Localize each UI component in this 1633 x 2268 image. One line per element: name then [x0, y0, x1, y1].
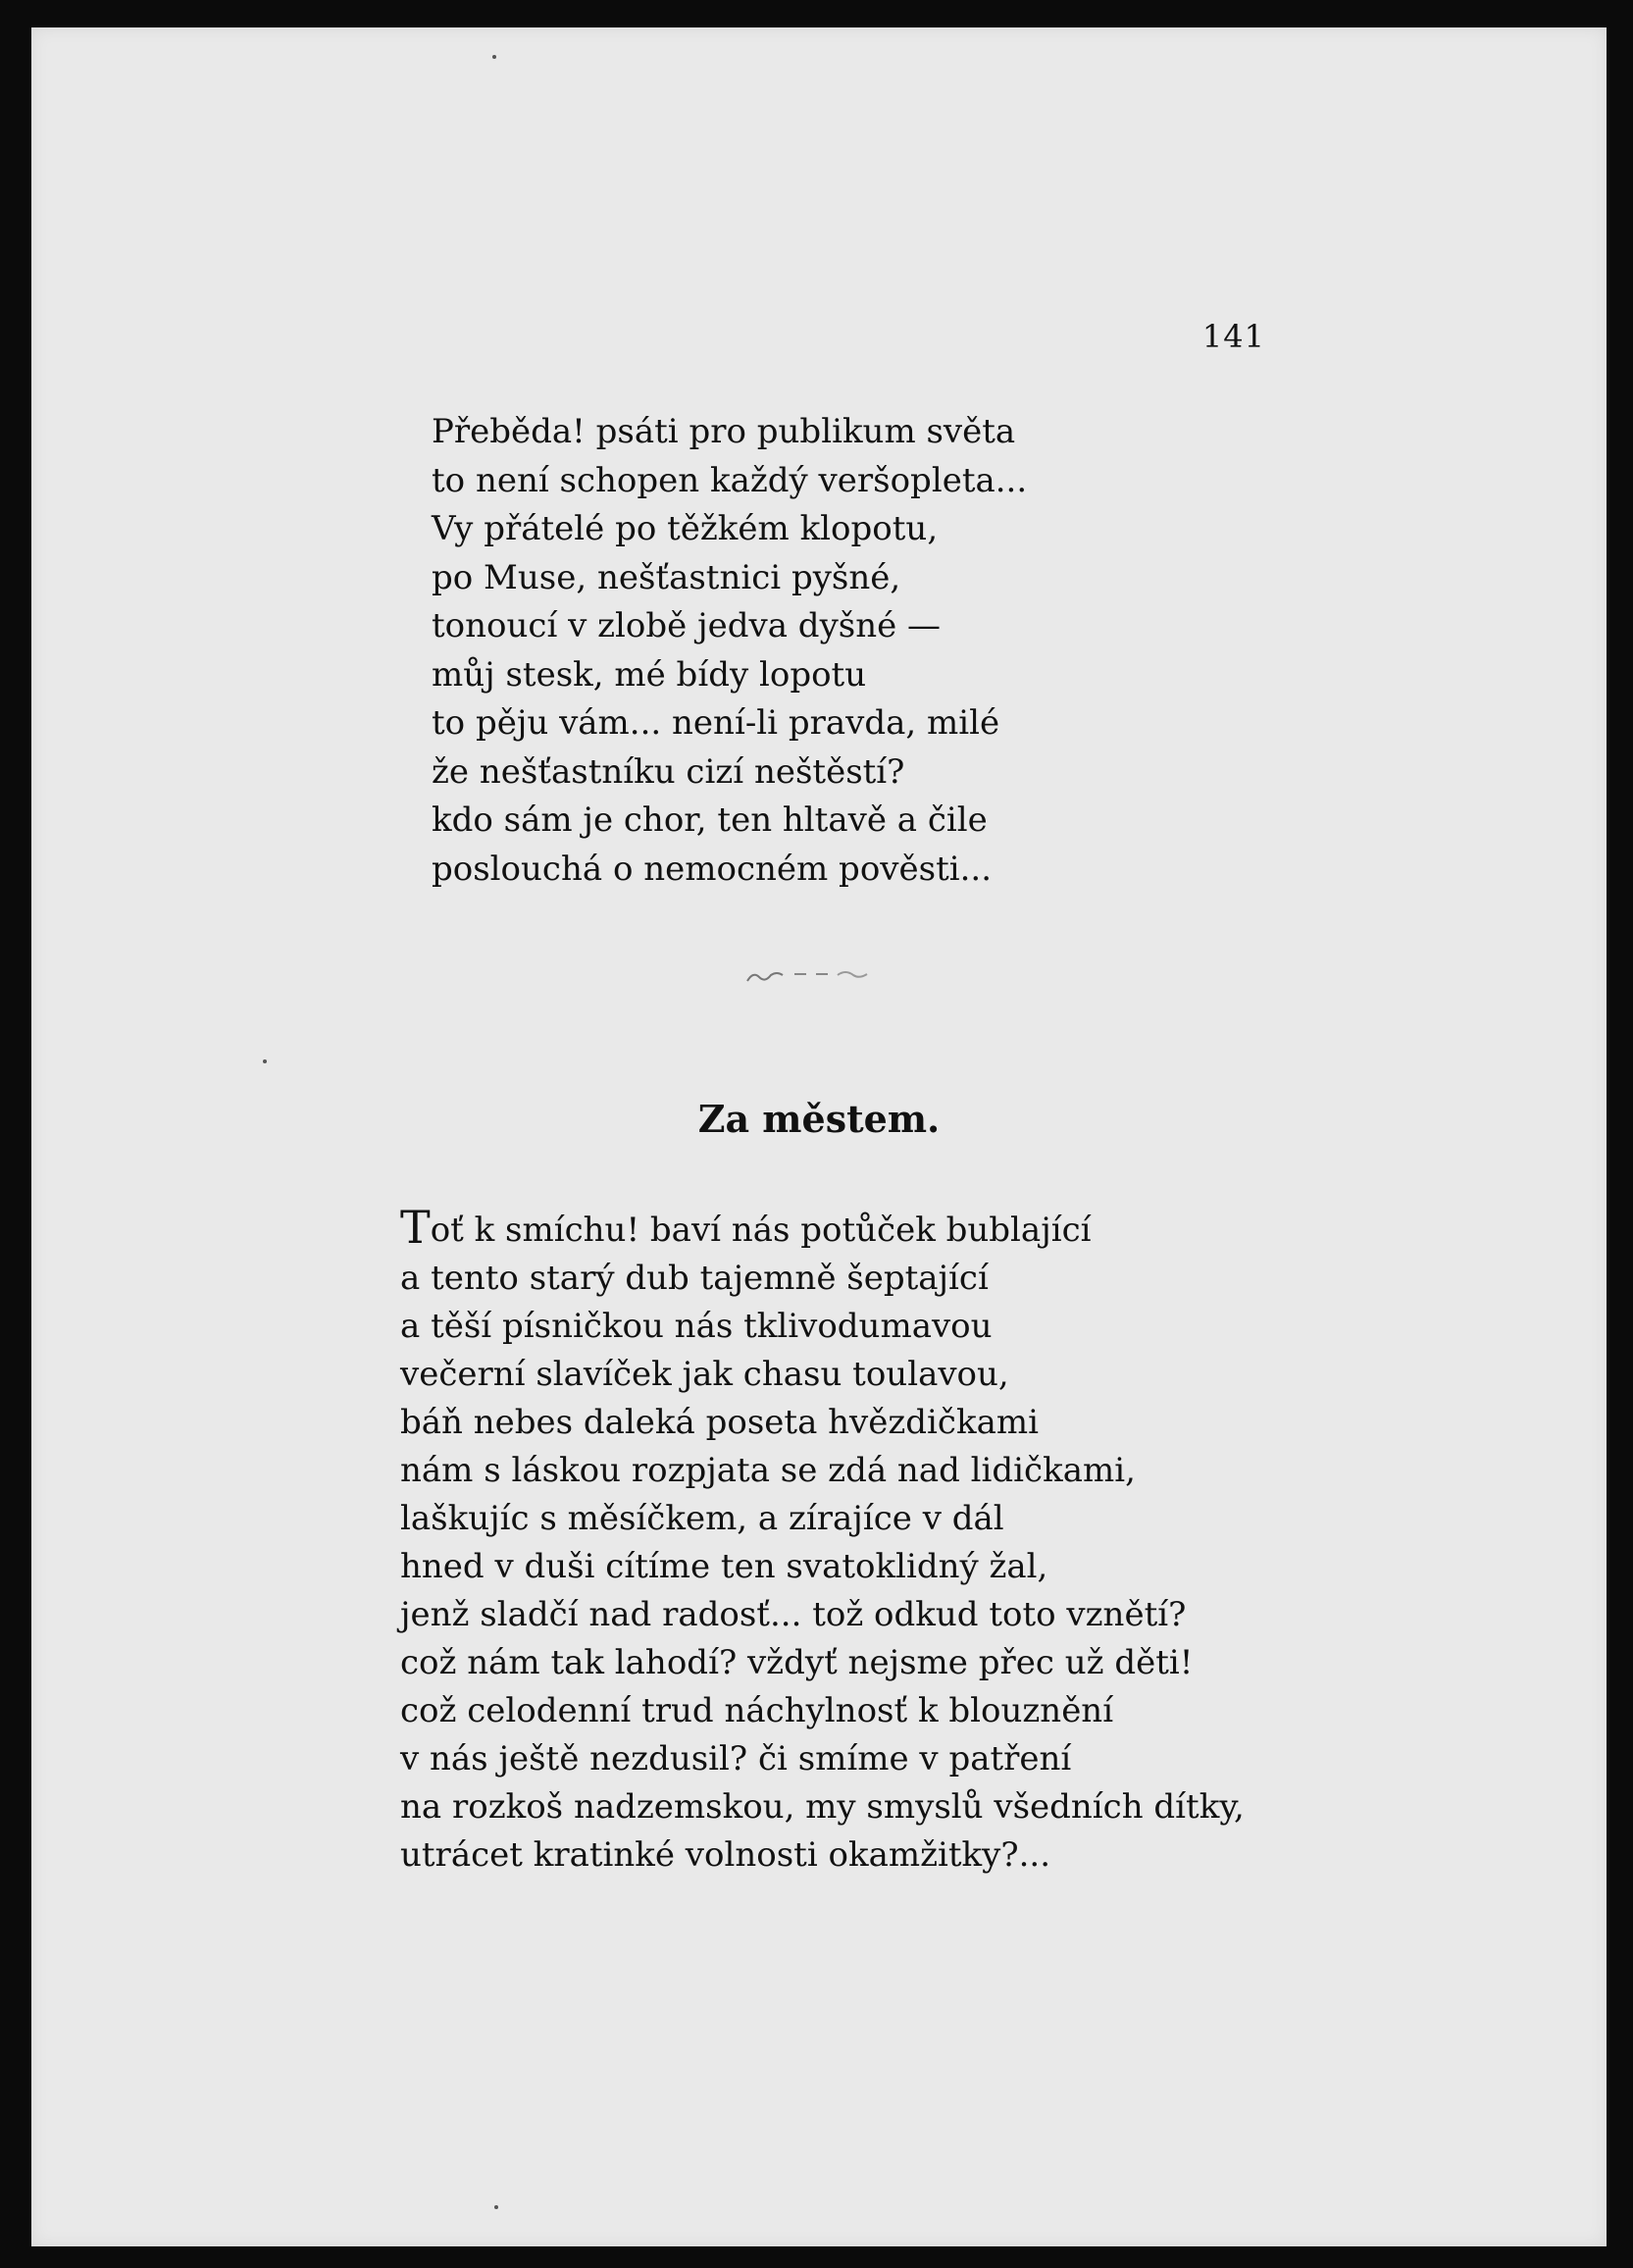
verse-line: a tento starý dub tajemně šeptající [400, 1259, 989, 1298]
verse-line: Vy přátelé po těžkém klopotu, [432, 509, 939, 548]
verse-line: nám s láskou rozpjata se zdá nad lidičkami, [400, 1451, 1136, 1490]
verse-line-first-text: oť k smíchu! baví nás potůček bublající [430, 1211, 1092, 1250]
section-ornament-icon [743, 961, 900, 991]
verse-line: večerní slavíček jak chasu toulavou, [400, 1355, 1009, 1394]
drop-cap: T [400, 1201, 431, 1254]
verse-line: jenž sladčí nad radosť... tož odkud toto vznětí? [400, 1595, 1187, 1634]
poem-title: Za městem. [697, 1097, 941, 1141]
verse-line: báň nebes daleká poseta hvězdičkami [400, 1403, 1039, 1442]
verse-line: to pěju vám... není-li pravda, milé [432, 703, 1000, 743]
verse-line: můj stesk, mé bídy lopotu [432, 654, 867, 695]
verse-line: poslouchá o nemocném pověsti... [432, 849, 993, 889]
verse-line: na rozkoš nadzemskou, my smyslů všedních dítky, [400, 1787, 1245, 1827]
verse-line: a těší písničkou nás tklivodumavou [400, 1307, 993, 1346]
verse-line: což nám tak lahodí? vždyť nejsme přec už děti! [400, 1643, 1194, 1682]
verse-line: hned v duši cítíme ten svatoklidný žal, [400, 1547, 1048, 1586]
poem-body [400, 1201, 1245, 1880]
verse-line: utrácet kratinké volnosti okamžitky?... [400, 1835, 1051, 1875]
verse-line: což celodenní trud náchylnosť k blouznění [400, 1691, 1114, 1730]
book-page [31, 27, 1607, 2246]
verse-line: po Muse, nešťastnici pyšné, [432, 557, 901, 597]
verse-line: Přeběda! psáti pro publikum světa [432, 412, 1016, 451]
verse-line: to není schopen každý veršopleta... [432, 460, 1028, 500]
verse-line: kdo sám je chor, ten hltavě a čile [432, 800, 988, 840]
paper-speck [494, 2205, 498, 2209]
paper-speck [492, 55, 496, 59]
verse-line: v nás ještě nezdusil? či smíme v patření [400, 1739, 1072, 1778]
page-number: 141 [1201, 318, 1265, 355]
stanza [432, 408, 1027, 894]
verse-line: že nešťastníku cizí neštěstí? [432, 751, 905, 792]
verse-line-first [400, 1201, 1245, 1255]
paper-speck [263, 1059, 267, 1063]
verse-line: tonoucí v zlobě jedva dyšné — [432, 606, 942, 645]
verse-line: laškujíc s měsíčkem, a zírajíce v dál [400, 1499, 1004, 1538]
